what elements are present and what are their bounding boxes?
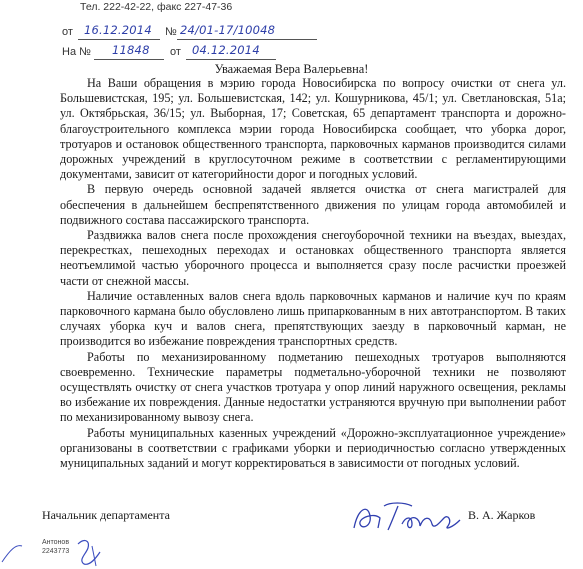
executor-name: Антонов xyxy=(42,539,70,546)
body-paragraph: Работы муниципальных казенных учреждений «Дорожно-эксплуатационное учреждение» организованы в соответствии с графиками уборки и периодичностью согласно утвержденных муниципальных заданий и могут корректироваться в зависимости от погодных условий. xyxy=(60,425,566,471)
incoming-date: 04.12.2014 xyxy=(192,43,260,57)
letter-salutation: Уважаемая Вера Валерьевна! xyxy=(214,62,369,76)
header-contacts: Тел. 222-42-22, факс 227-47-36 xyxy=(80,1,233,13)
outgoing-number-label: № xyxy=(165,26,177,38)
letter-body xyxy=(60,76,566,471)
outgoing-from-label: от xyxy=(62,26,73,38)
executor-info xyxy=(42,538,69,556)
signer-position: Начальник департамента xyxy=(42,508,170,522)
outgoing-date: 16.12.2014 xyxy=(84,23,152,37)
incoming-on-label: На № xyxy=(62,46,91,58)
body-paragraph: На Ваши обращения в мэрию города Новосибирска по вопросу очистки от снега ул. Большевистская, 195; ул. Большевистская, 142; ул. Кошурникова, 45/1; ул. Светлановская, 51а; ул. Октябрьская, 36/15; ул. Выборная, 17; Советская, 65 департамент транспорта и дорожно-благоустроительного комплекса мэрии города Новосибирска сообщает, что уборка дорог, тротуаров и остановок общественного транспорта, парковочных карманов производится силами дорожных учреждений в круглосуточном режиме в соответствии с регламентирующими документами, зависит от категорийности дорог и погодных условий. xyxy=(60,76,566,182)
handwritten-signature xyxy=(348,498,468,538)
body-paragraph: Раздвижка валов снега после прохождения снегоуборочной техники на въездах, выездах, перекрестках, пешеходных переходах и остановках общественного транспорта является неотъемлимой частью уборочного процесса и выполняется сразу после расчистки проезжей части от снежной массы. xyxy=(60,228,566,288)
signer-name: В. А. Жарков xyxy=(468,508,536,522)
executor-phone: 2243773 xyxy=(42,548,70,555)
incoming-from-label: от xyxy=(170,46,181,58)
incoming-number: 11848 xyxy=(112,43,150,57)
body-paragraph: Наличие оставленных валов снега вдоль парковочных карманов и наличие куч по краям парковочного кармана было обусловлено лишь припаркованным в них автотранспортом. В таких случаях уборка куч и валов снега, препятствующих заезду в парковочный карман, не производится во избежание повреждения транспортных средств. xyxy=(60,288,566,349)
outgoing-number: 24/01-17/10048 xyxy=(180,23,276,37)
incoming-reference xyxy=(62,43,322,62)
outgoing-reference xyxy=(62,23,322,42)
body-paragraph: Работы по механизированному подметанию пешеходных тротуаров выполняются своевременно. Технические параметры подметально-уборочной техники не позволяют осуществлять очистку от снега участков тротуара у опор линий наружного освещения, рекламы во избежание их повреждения. Данные недостатки устраняются вручную при выполнении работ по механизированному вывозу снега. xyxy=(60,349,566,425)
body-paragraph: В первую очередь основной задачей является очистка от снега магистралей для обеспечения в дальнейшем беспрепятственного движения по улицам города автомобилей и подвижного состава пассажирского транспорта. xyxy=(60,182,566,227)
